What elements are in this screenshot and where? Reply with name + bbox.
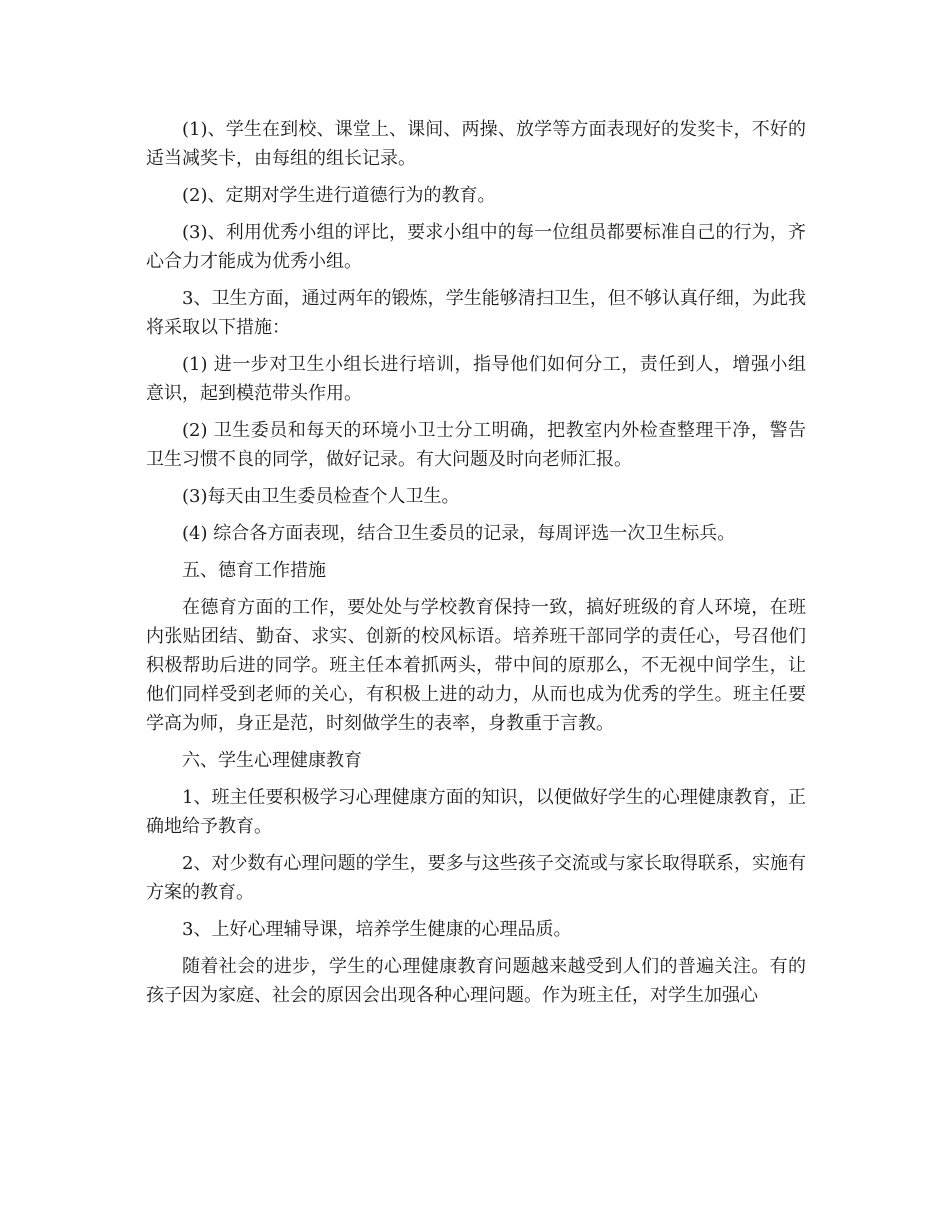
paragraph-hygiene-card-rule: (1)、学生在到校、课堂上、课间、两操、放学等方面表现好的发奖卡，不好的适当减奖卡，由每组的组长记录。: [146, 119, 806, 169]
section-heading-moral-measures: 五、德育工作措施: [182, 560, 326, 581]
paragraph-counseling-class: 3、上好心理辅导课，培养学生健康的心理品质。: [182, 919, 572, 940]
paragraph-group-evaluation: (3)、利用优秀小组的评比，要求小组中的每一位组员都要标准自己的行为，齐心合力才能成为优秀小组。: [146, 222, 806, 272]
paragraph-social-progress: 随着社会的进步，学生的心理健康教育问题越来越受到人们的普遍关注。有的孩子因为家庭、社会的原因会出现各种心理问题。作为班主任，对学生加强心: [146, 956, 806, 1006]
paragraph-problem-students: 2、对少数有心理问题的学生，要多与这些孩子交流或与家长取得联系，实施有方案的教育。: [146, 853, 806, 903]
paragraph-moral-education: (2)、定期对学生进行道德行为的教育。: [182, 185, 496, 206]
paragraph-mental-health-study: 1、班主任要积极学习心理健康方面的知识，以便做好学生的心理健康教育，正确地给予教育。: [146, 787, 806, 837]
paragraph-weekly-selection: (4) 综合各方面表现，结合卫生委员的记录，每周评选一次卫生标兵。: [182, 523, 736, 544]
paragraph-hygiene-section: 3、卫生方面，通过两年的锻炼，学生能够清扫卫生，但不够认真仔细，为此我将采取以下措施：: [146, 288, 806, 338]
paragraph-hygiene-committee: (2) 卫生委员和每天的环境小卫士分工明确，把教室内外检查整理干净，警告卫生习惯不良的同学，做好记录。有大问题及时向老师汇报。: [146, 420, 806, 470]
paragraph-moral-work: 在德育方面的工作，要处处与学校教育保持一致，搞好班级的育人环境，在班内张贴团结、勤奋、求实、创新的校风标语。培养班干部同学的责任心，号召他们积极帮助后进的同学。班主任本着抓两头，带中间的原那么，不无视中间学生，让他们同样受到老师的关心，有积极上进的动力，从而也成为优秀的学生。班主任要 学高为师，身正是范，时刻做学生的表率，身教重于言教。: [146, 597, 806, 734]
paragraph-daily-check: (3)每天由卫生委员检查个人卫生。: [182, 486, 460, 507]
section-heading-mental-health: 六、学生心理健康教育: [182, 750, 362, 771]
document-body: [146, 115, 806, 1010]
paragraph-hygiene-leader-training: (1) 进一步对卫生小组长进行培训，指导他们如何分工，责任到人，增强小组意识，起到模范带头作用。: [146, 354, 806, 404]
